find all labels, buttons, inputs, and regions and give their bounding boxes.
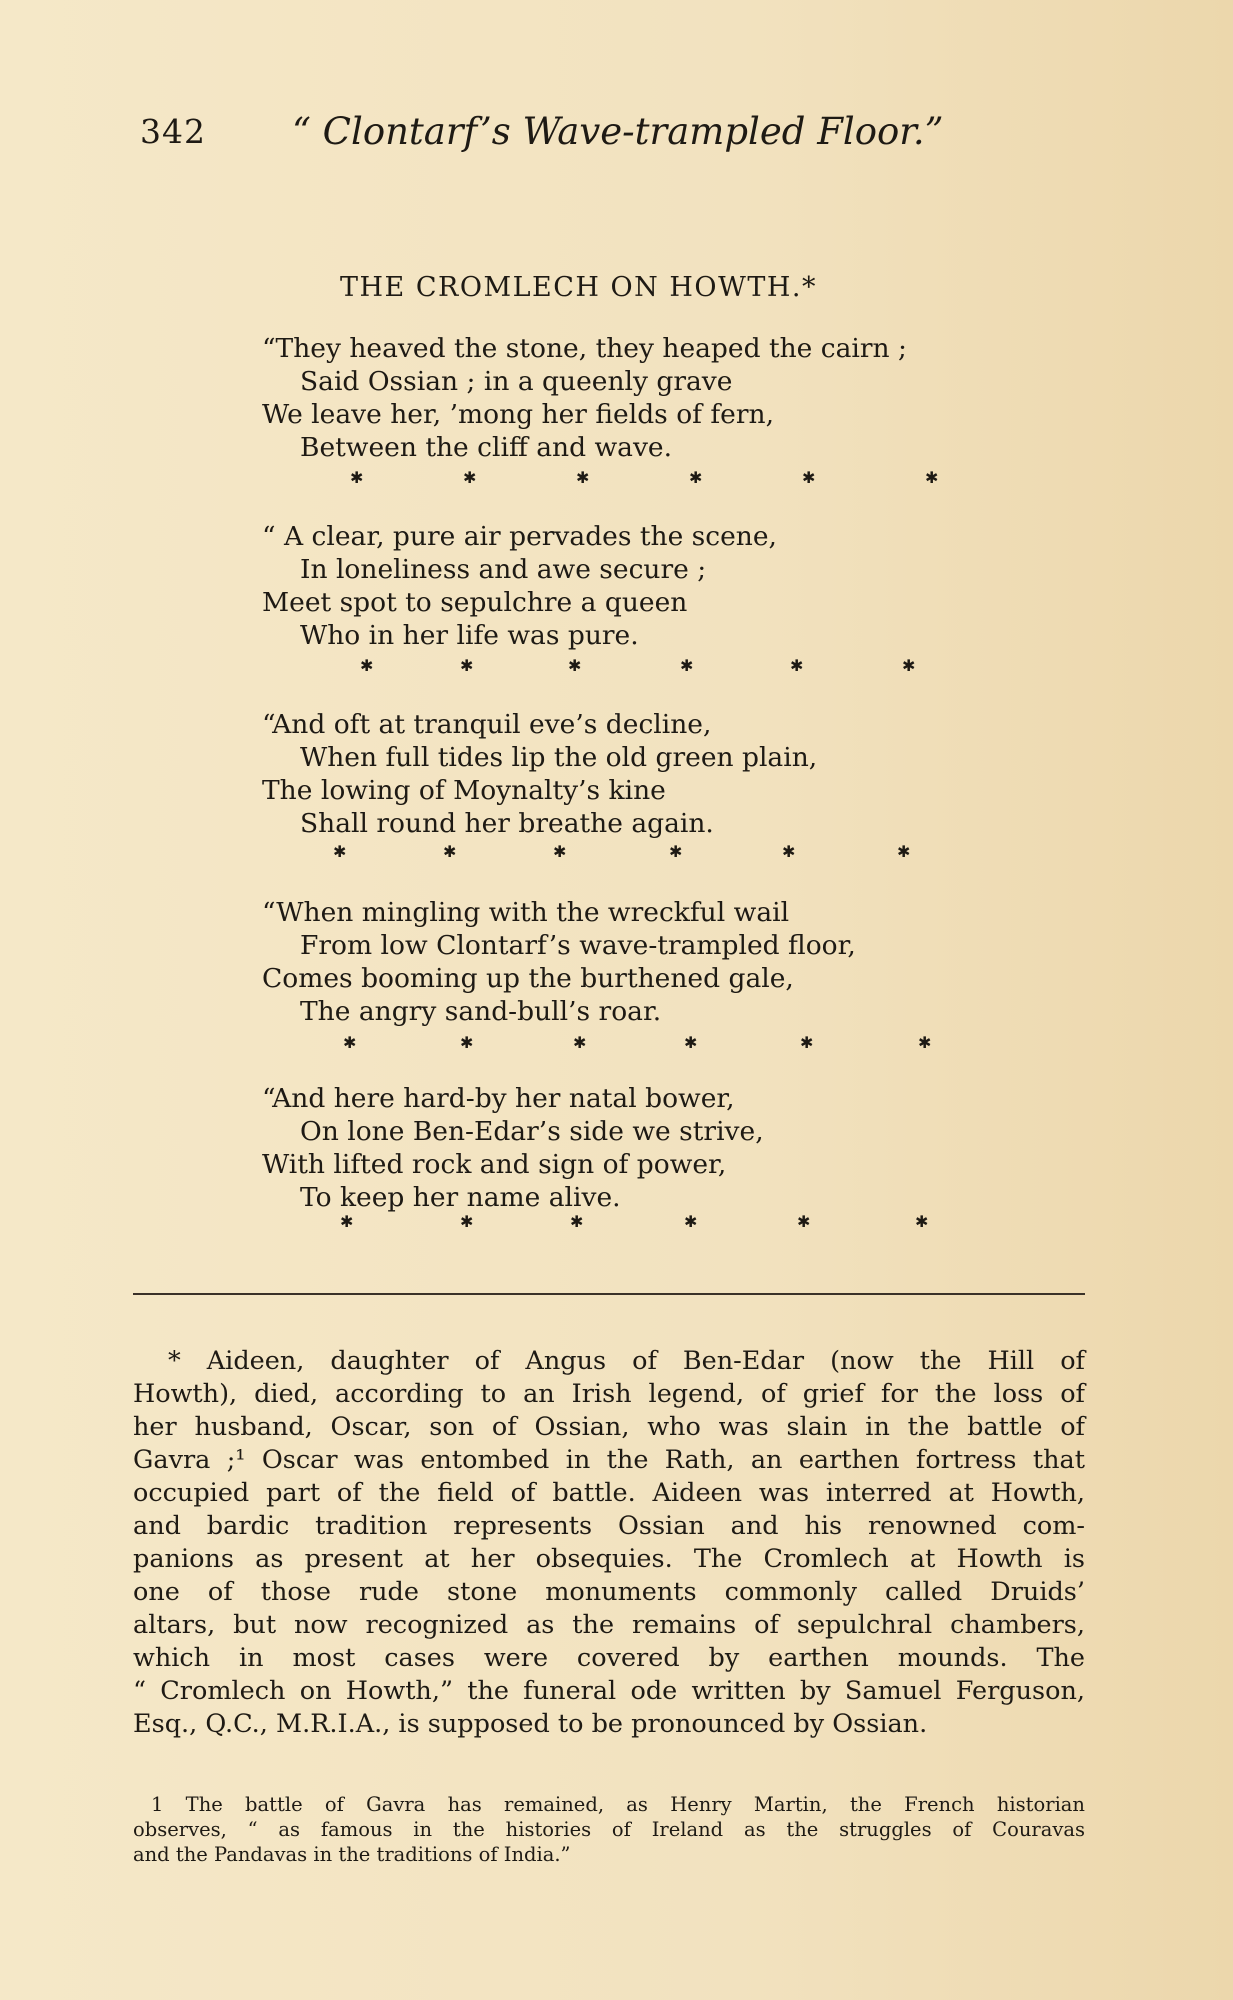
- text-line: and bardic tradition represents Ossian and his renowned com-: [133, 1511, 1085, 1541]
- sub-footnote: [133, 1792, 1085, 1867]
- text-line: altars, but now recognized as the remains of sepulchral chambers,: [133, 1610, 1085, 1640]
- asterisk: ✱: [463, 468, 477, 487]
- asterisk: ✱: [915, 1212, 929, 1231]
- poem-line: When full tides lip the old green plain,: [300, 742, 818, 773]
- poem-line: Who in her life was pure.: [300, 620, 639, 651]
- poem-line: The lowing of Moynalty’s kine: [262, 775, 666, 806]
- poem-line: The angry sand-bull’s roar.: [300, 996, 662, 1027]
- text-line: observes, “ as famous in the histories of Ireland as the struggles of Couravas: [133, 1818, 1085, 1841]
- asterisk: ✱: [460, 1033, 474, 1052]
- text-line: and the Pandavas in the traditions of India.”: [133, 1843, 571, 1866]
- asterisk: ✱: [802, 468, 816, 487]
- text-line: Howth), died, according to an Irish legend, of grief for the loss of: [133, 1379, 1085, 1409]
- poem-line: From low Clontarf’s wave-trampled floor,: [300, 930, 856, 961]
- asterisk: ✱: [333, 842, 347, 861]
- asterisk: ✱: [925, 468, 939, 487]
- running-head: [140, 112, 1040, 162]
- asterisk: ✱: [360, 656, 374, 675]
- text-line: “ Cromlech on Howth,” the funeral ode written by Samuel Ferguson,: [133, 1676, 1085, 1706]
- poem-line: Between the cliff and wave.: [300, 432, 673, 463]
- poem-line: “And here hard-by her natal bower,: [262, 1083, 735, 1114]
- asterisk: ✱: [897, 842, 911, 861]
- asterisk: ✱: [800, 1033, 814, 1052]
- text-line: 1 The battle of Gavra has remained, as Henry Martin, the French historian: [151, 1793, 1085, 1816]
- text-line: which in most cases were covered by earthen mounds. The: [133, 1643, 1085, 1673]
- poem-line: “When mingling with the wreckful wail: [262, 897, 790, 928]
- asterisk: ✱: [350, 468, 364, 487]
- asterisk: ✱: [689, 468, 703, 487]
- asterisk: ✱: [460, 656, 474, 675]
- asterisk: ✱: [684, 1033, 698, 1052]
- poem-line: With lifted rock and sign of power,: [262, 1149, 727, 1180]
- asterisk: ✱: [340, 1212, 354, 1231]
- poem-line: “They heaved the stone, they heaped the cairn ;: [262, 333, 907, 364]
- asterisk: ✱: [553, 842, 567, 861]
- poem-line: Comes booming up the burthened gale,: [262, 963, 794, 994]
- poem-line: Shall round her breathe again.: [300, 808, 714, 839]
- asterisk: ✱: [782, 842, 796, 861]
- text-line: her husband, Oscar, son of Ossian, who was slain in the battle of: [133, 1412, 1085, 1442]
- page-number: 342: [140, 112, 206, 151]
- asterisk: ✱: [573, 1033, 587, 1052]
- asterisk: ✱: [684, 1212, 698, 1231]
- text-line: Esq., Q.C., M.R.I.A., is supposed to be pronounced by Ossian.: [133, 1709, 928, 1739]
- poem-title: THE CROMLECH ON HOWTH.*: [340, 272, 817, 303]
- asterisk: ✱: [790, 656, 804, 675]
- text-line: * Aideen, daughter of Angus of Ben-Edar (now the Hill of: [168, 1346, 1085, 1376]
- asterisk: ✱: [570, 1212, 584, 1231]
- asterisk: ✱: [576, 468, 590, 487]
- poem-line: We leave her, ’mong her fields of fern,: [262, 399, 775, 430]
- text-line: one of those rude stone monuments commonly called Druids’: [133, 1577, 1085, 1607]
- poem-line: To keep her name alive.: [300, 1182, 621, 1213]
- asterisk: ✱: [460, 1212, 474, 1231]
- poem-line: In loneliness and awe secure ;: [300, 554, 707, 585]
- asterisk: ✱: [680, 656, 694, 675]
- text-line: occupied part of the field of battle. Aideen was interred at Howth,: [133, 1478, 1085, 1508]
- footnote-divider: [133, 1293, 1085, 1295]
- asterisk: ✱: [343, 1033, 357, 1052]
- text-line: panions as present at her obsequies. The Cromlech at Howth is: [133, 1544, 1085, 1574]
- poem-line: On lone Ben-Edar’s side we strive,: [300, 1116, 764, 1147]
- asterisk: ✱: [918, 1033, 932, 1052]
- poem-line: “ A clear, pure air pervades the scene,: [262, 521, 777, 552]
- asterisk: ✱: [797, 1212, 811, 1231]
- running-title: “ Clontarf’s Wave-trampled Floor.”: [292, 110, 944, 153]
- poem-line: Said Ossian ; in a queenly grave: [300, 366, 733, 397]
- asterisk: ✱: [443, 842, 457, 861]
- asterisk: ✱: [669, 842, 683, 861]
- asterisk: ✱: [568, 656, 582, 675]
- text-line: Gavra ;¹ Oscar was entombed in the Rath, an earthen fortress that: [133, 1445, 1085, 1475]
- asterisk: ✱: [902, 656, 916, 675]
- poem-line: “And oft at tranquil eve’s decline,: [262, 709, 712, 740]
- poem-line: Meet spot to sepulchre a queen: [262, 587, 688, 618]
- footnote: [133, 1345, 1085, 1741]
